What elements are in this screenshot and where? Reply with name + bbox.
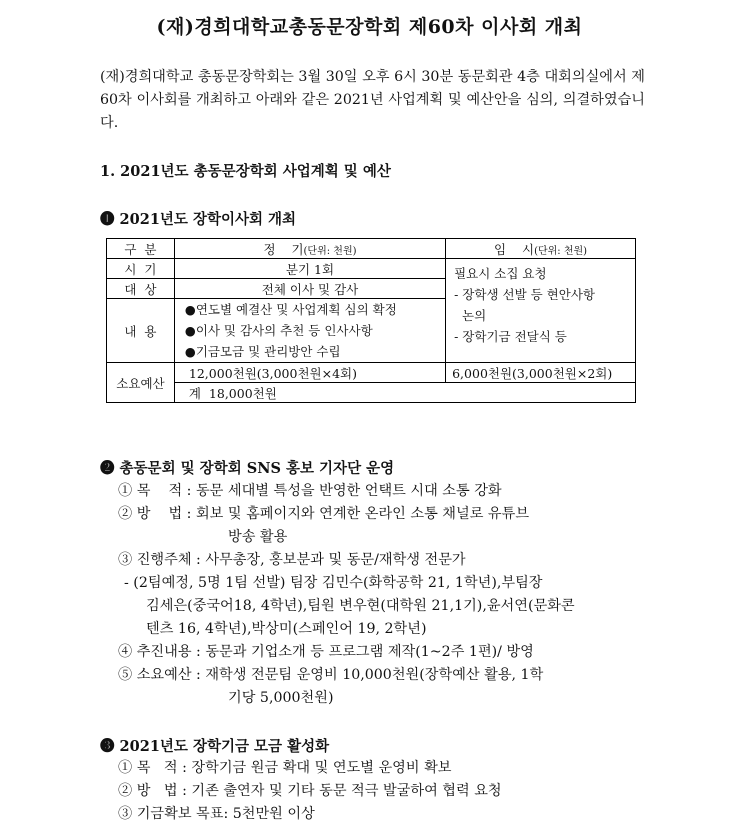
row-budget-temp: 6,000천원(3,000천원×2회) [446, 363, 636, 383]
header-gubun: 구 분 [107, 239, 175, 259]
fund-line-method: ② 방 법 : 기존 출연자 및 기타 동문 적극 발굴하여 협력 요청 [118, 783, 502, 799]
header-temp-unit: (단위: 천원) [534, 245, 588, 257]
sns-line-purpose: ① 목 적 : 동문 세대별 특성을 반영한 언택트 시대 소통 강화 [118, 483, 502, 499]
header-regular-unit: (단위: 천원) [303, 245, 357, 257]
temp-line: - 장학기금 전달식 등 [454, 329, 567, 344]
sns-line-organizer: ③ 진행주체 : 사무총장, 홍보분과 및 동문/재학생 전문가 [118, 552, 466, 568]
row-content-label: 내 용 [107, 299, 175, 363]
subsection-heading-2: ❷ 총동문회 및 장학회 SNS 홍보 기자단 운영 [100, 460, 395, 477]
sns-line-method-cont: 방송 활용 [228, 529, 288, 545]
section-heading-1: 1. 2021년도 총동문장학회 사업계획 및 예산 [100, 163, 391, 180]
intro-paragraph: (재)경희대학교 총동문장학회는 3월 30일 오후 6시 30분 동문회관 4층 대회의실에서 제60차 이사회를 개최하고 아래와 같은 2021년 사업계획 및 예산안을 심의, 의결하였습니다. [100, 69, 645, 131]
row-period-value: 분기 1회 [174, 259, 445, 279]
row-period-label: 시 기 [107, 259, 175, 279]
content-line: ●연도별 예결산 및 사업계획 심의 확정 [184, 302, 397, 317]
board-meeting-table [106, 238, 636, 403]
sns-line-method: ② 방 법 : 회보 및 홈페이지와 연계한 온라인 소통 채널로 유튜브 [118, 506, 530, 522]
sns-line-team-cont: 텐츠 16, 4학년),박상미(스페인어 19, 2학년) [146, 621, 427, 637]
row-content-value [174, 299, 445, 363]
sns-line-team-cont: 김세은(중국어18, 4학년),팀원 변우현(대학원 21,1기),윤서연(문화콘 [146, 598, 575, 614]
fund-line-target: ③ 기금확보 목표: 5천만원 이상 [118, 806, 315, 822]
temp-line: 논의 [454, 308, 487, 323]
header-regular [174, 239, 445, 259]
header-temp [446, 239, 636, 259]
row-budget-regular: 12,000천원(3,000천원×4회) [174, 363, 445, 383]
header-regular-label: 정 기 [263, 241, 304, 257]
subsection-heading-1: ❶ 2021년도 장학이사회 개최 [100, 211, 297, 228]
document-title: (재)경희대학교총동문장학회 제60차 이사회 개최 [156, 16, 583, 38]
sns-line-content: ④ 추진내용 : 동문과 기업소개 등 프로그램 제작(1~2주 1편)/ 방영 [118, 644, 534, 660]
subsection-heading-3: ❸ 2021년도 장학기금 모금 활성화 [100, 738, 330, 755]
sns-line-budget-cont: 기당 5,000천원) [228, 690, 334, 706]
row-target-value: 전체 이사 및 감사 [174, 279, 445, 299]
temp-line: 필요시 소집 요청 [454, 266, 547, 281]
content-line: ●기금모금 및 관리방안 수립 [184, 344, 341, 359]
fund-line-purpose: ① 목 적 : 장학기금 원금 확대 및 연도별 운영비 확보 [118, 760, 452, 776]
row-budget-total: 계 18,000천원 [174, 383, 635, 403]
content-line: ●이사 및 감사의 추천 등 인사사항 [184, 323, 373, 338]
sns-line-team: - (2팀예정, 5명 1팀 선발) 팀장 김민수(화학공학 21, 1학년),부팀장 [124, 575, 543, 591]
header-temp-label: 임 시 [494, 241, 535, 257]
row-target-label: 대 상 [107, 279, 175, 299]
temp-line: - 장학생 선발 등 현안사항 [454, 287, 595, 302]
sns-line-budget: ⑤ 소요예산 : 재학생 전문팀 운영비 10,000천원(장학예산 활용, 1학 [118, 667, 544, 683]
row-budget-label: 소요예산 [107, 363, 175, 403]
temp-description-cell [446, 259, 636, 363]
